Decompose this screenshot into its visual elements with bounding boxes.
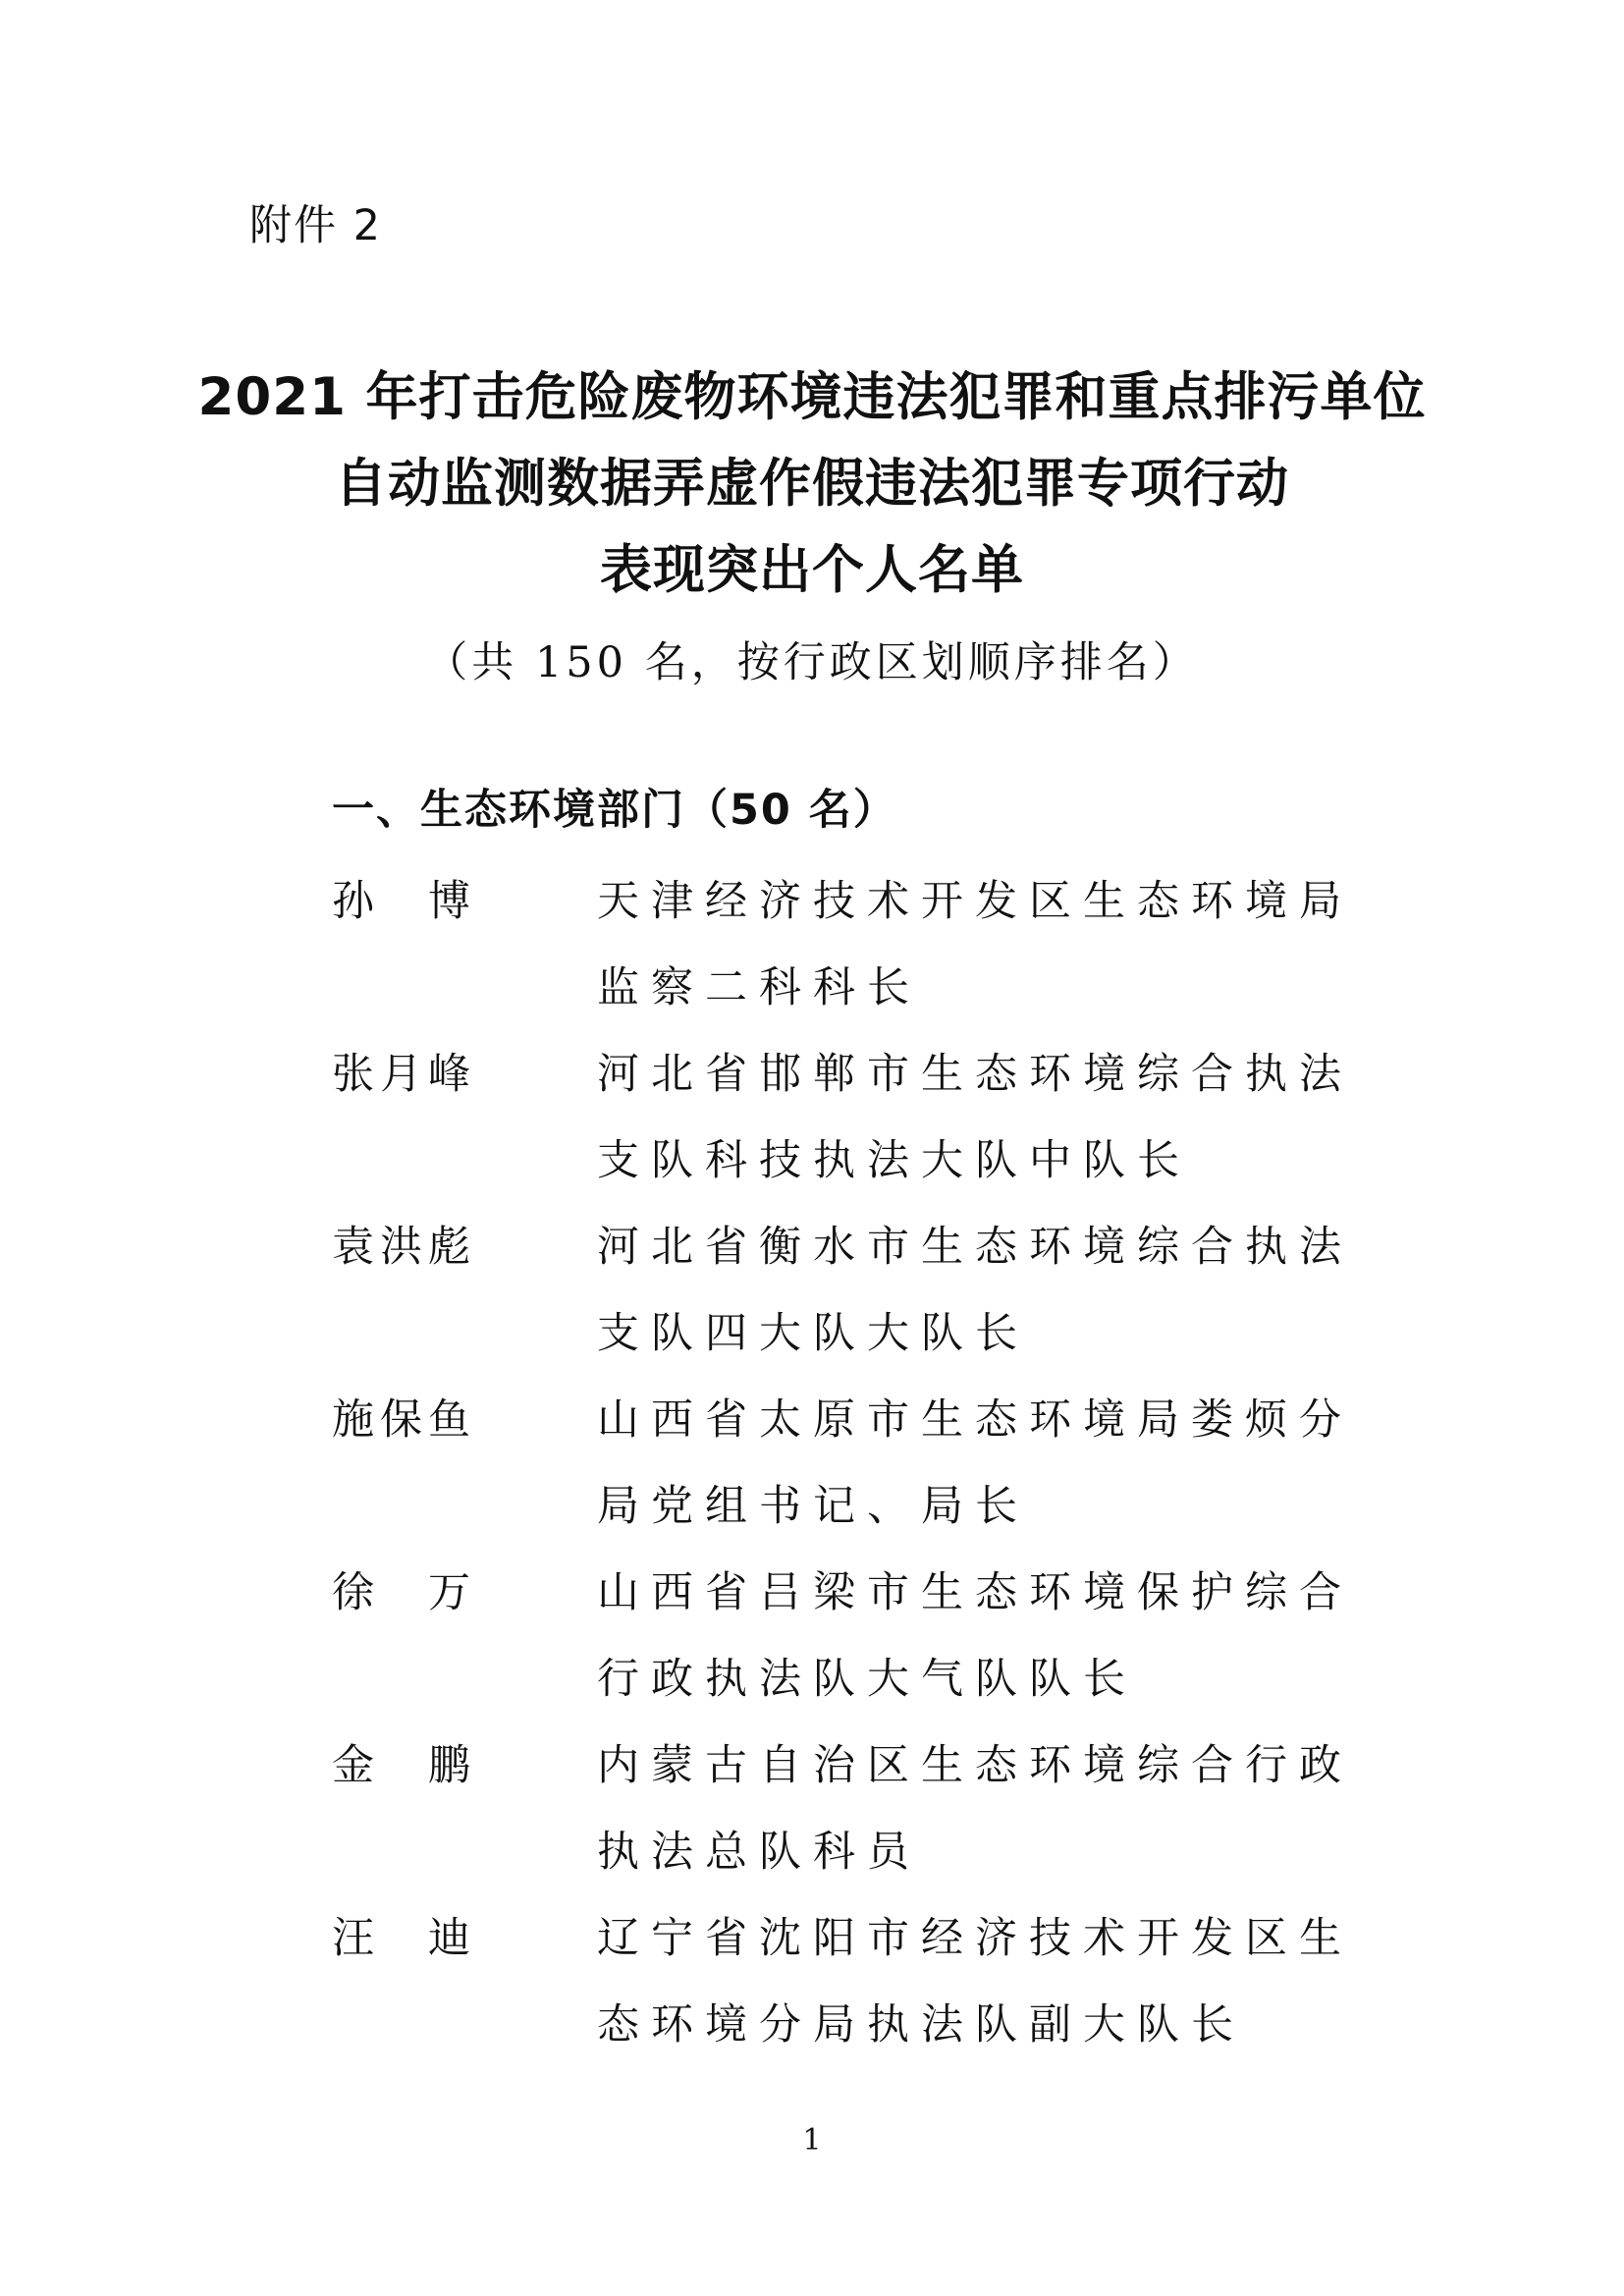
list-item <box>0 1563 1624 1736</box>
list-item <box>0 872 1624 1045</box>
person-name: 汪 迪 <box>332 1914 476 1963</box>
person-name: 金 鹏 <box>332 1741 476 1790</box>
document-title-line-2: 自动监测数据弄虚作假违法犯罪专项行动 <box>335 454 1289 514</box>
document-subtitle: （共 150 名，按行政区划顺序排名） <box>425 638 1199 687</box>
person-position: 辽宁省沈阳市经济技术开发区生态环境分局执法队副大队长 <box>597 1914 1353 2050</box>
list-item <box>0 1736 1624 1909</box>
document-title-line-3: 表现突出个人名单 <box>600 540 1024 600</box>
person-position: 内蒙古自治区生态环境综合行政执法总队科员 <box>597 1741 1353 1877</box>
person-position: 山西省吕梁市生态环境保护综合行政执法队大气队队长 <box>597 1568 1353 1704</box>
list-item <box>0 1391 1624 1563</box>
list-item <box>0 1218 1624 1391</box>
person-position: 山西省太原市生态环境局娄烦分局党组书记、局长 <box>597 1395 1353 1531</box>
document-title-line-1: 2021 年打击危险废物环境违法犯罪和重点排污单位 <box>197 367 1427 427</box>
list-item <box>0 1045 1624 1218</box>
section-heading: 一、生态环境部门（50 名） <box>332 786 897 835</box>
person-name: 孙 博 <box>332 877 476 926</box>
person-name: 袁洪彪 <box>332 1223 476 1272</box>
list-item <box>0 1909 1624 2082</box>
person-name: 徐 万 <box>332 1568 476 1617</box>
person-name: 施保鱼 <box>332 1395 476 1445</box>
person-position: 天津经济技术开发区生态环境局监察二科科长 <box>597 877 1353 1012</box>
person-position: 河北省邯郸市生态环境综合执法支队科技执法大队中队长 <box>597 1050 1353 1185</box>
person-position: 河北省衡水市生态环境综合执法支队四大队大队长 <box>597 1223 1353 1358</box>
attachment-label: 附件 2 <box>249 201 383 250</box>
person-name: 张月峰 <box>332 1050 476 1099</box>
page-number: 1 <box>802 2123 822 2158</box>
